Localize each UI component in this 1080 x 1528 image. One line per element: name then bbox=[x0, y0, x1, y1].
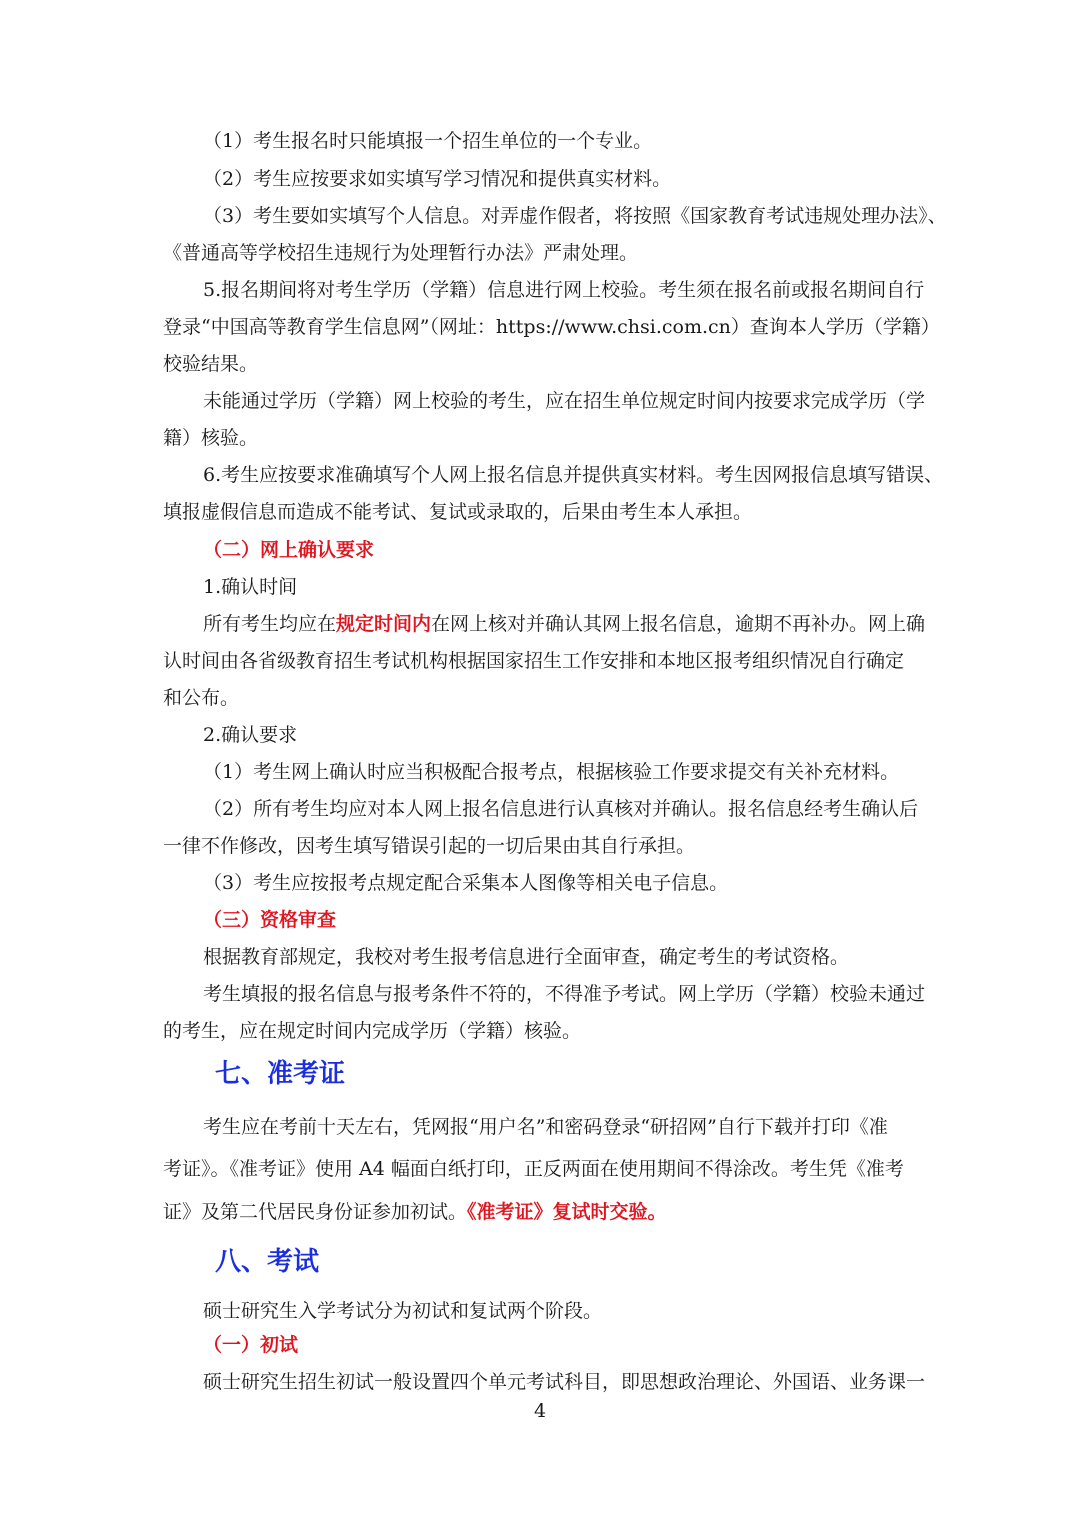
text-run: 在网上核对并确认其网上报名信息，逾期不再补办。网上确 bbox=[431, 613, 926, 635]
paragraph-line: （2）考生应按要求如实填写学习情况和提供真实材料。 bbox=[203, 168, 672, 190]
paragraph-line: 考生应在考前十天左右，凭网报“用户名”和密码登录“研招网”自行下载并打印《准 bbox=[203, 1116, 888, 1138]
paragraph-line: 硕士研究生招生初试一般设置四个单元考试科目，即思想政治理论、外国语、业务课一 bbox=[203, 1371, 926, 1393]
paragraph-line: 籍）核验。 bbox=[163, 427, 259, 449]
paragraph-line: 和公布。 bbox=[163, 687, 240, 709]
paragraph-line: 填报虚假信息而造成不能考试、复试或录取的，后果由考生本人承担。 bbox=[163, 501, 753, 523]
chapter-heading-admission-ticket: 七、准考证 bbox=[215, 1059, 346, 1089]
chapter-heading-exam: 八、考试 bbox=[215, 1247, 320, 1277]
paragraph-line: 5.报名期间将对考生学历（学籍）信息进行网上校验。考生须在报名前或报名期间自行 bbox=[203, 279, 925, 301]
paragraph-line: 硕士研究生入学考试分为初试和复试两个阶段。 bbox=[203, 1300, 603, 1322]
paragraph-line: 《普通高等学校招生违规行为处理暂行办法》严肃处理。 bbox=[163, 242, 639, 264]
paragraph-line: 登录“中国高等教育学生信息网”（网址：https://www.chsi.com.cn）查询本人学历（学籍） bbox=[163, 316, 940, 338]
paragraph-line: （3）考生应按报考点规定配合采集本人图像等相关电子信息。 bbox=[203, 872, 729, 894]
text-run: 所有考生均应在 bbox=[203, 613, 337, 635]
section-heading-online-confirmation: （二）网上确认要求 bbox=[203, 539, 375, 561]
paragraph-line: （1）考生网上确认时应当积极配合报考点，根据核验工作要求提交有关补充材料。 bbox=[203, 761, 900, 783]
emphasis-text: 《准考证》复试时交验。 bbox=[467, 1201, 667, 1223]
paragraph-line: 的考生，应在规定时间内完成学历（学籍）核验。 bbox=[163, 1020, 582, 1042]
emphasis-text: 规定时间内 bbox=[336, 613, 432, 635]
paragraph-line: 6.考生应按要求准确填写个人网上报名信息并提供真实材料。考生因网报信息填写错误、 bbox=[203, 464, 944, 486]
section-heading-qualification-review: （三）资格审查 bbox=[203, 909, 337, 931]
paragraph-line: （3）考生要如实填写个人信息。对弄虚作假者，将按照《国家教育考试违规处理办法》、 bbox=[203, 205, 947, 227]
paragraph-line: 认时间由各省级教育招生考试机构根据国家招生工作安排和本地区报考组织情况自行确定 bbox=[163, 650, 905, 672]
paragraph-line bbox=[0, 611, 1080, 637]
page-number: 4 bbox=[533, 1400, 547, 1422]
paragraph-line: （1）考生报名时只能填报一个招生单位的一个专业。 bbox=[203, 130, 653, 152]
paragraph-line: （2）所有考生均应对本人网上报名信息进行认真核对并确认。报名信息经考生确认后 bbox=[203, 798, 919, 820]
paragraph-line: 1.确认时间 bbox=[203, 576, 298, 598]
paragraph-line: 未能通过学历（学籍）网上校验的考生，应在招生单位规定时间内按要求完成学历（学 bbox=[203, 390, 926, 412]
section-heading-preliminary-exam: （一）初试 bbox=[203, 1334, 299, 1356]
paragraph-line: 校验结果。 bbox=[163, 353, 259, 375]
paragraph-line: 考生填报的报名信息与报考条件不符的，不得准予考试。网上学历（学籍）校验未通过 bbox=[203, 983, 926, 1005]
paragraph-line: 根据教育部规定，我校对考生报考信息进行全面审查，确定考生的考试资格。 bbox=[203, 946, 850, 968]
paragraph-line: 考证》。《准考证》使用 A4 幅面白纸打印，正反两面在使用期间不得涂改。考生凭《准考 bbox=[163, 1158, 904, 1180]
paragraph-line: 一律不作修改，因考生填写错误引起的一切后果由其自行承担。 bbox=[163, 835, 696, 857]
paragraph-line: 2.确认要求 bbox=[203, 724, 298, 746]
text-run: 证》及第二代居民身份证参加初试。 bbox=[163, 1201, 468, 1223]
paragraph-line bbox=[0, 1199, 1080, 1225]
